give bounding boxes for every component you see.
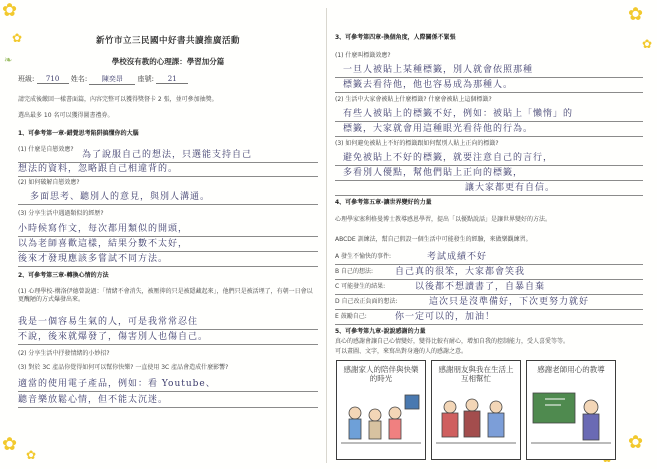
handwritten-answer[interactable]: 避免被貼上不好的標籤，就要注意自己的言行， (343, 153, 554, 163)
handwritten-answer[interactable]: 一旦人被貼上某種標籤，別人就會依照那種 (343, 65, 534, 75)
question-text: (3) 如何避免被貼上不好的標籤跟如何幫別人貼上正向的標籤? (335, 140, 499, 147)
abcde-a-label: A 發生不愉快的事件: (335, 253, 392, 260)
class-field[interactable]: 710 (37, 75, 69, 84)
flower-deco-icon: ✿ (628, 4, 644, 25)
abcde-d-answer[interactable]: 這次只是沒準備好，下次更努力就好 (429, 297, 590, 307)
question-heading: 4、可參考第五章-讓世界變好的力量 (335, 199, 432, 206)
handwritten-answer[interactable]: 讓大家都更有自信。 (465, 183, 556, 193)
question-text: (2) 分享生活中抒發情緒的小妙招? (18, 350, 110, 357)
teacher-drawing (527, 361, 615, 459)
question-text: (1) 什麼叫標籤效應? (335, 52, 391, 59)
answer-line (18, 162, 318, 163)
handwritten-answer[interactable]: 後來才發現應該多嘗試不同方法。 (18, 254, 169, 264)
drawing-panel-friends[interactable] (431, 360, 521, 460)
answer-line (335, 136, 643, 137)
question-text: (2) 如何破解自戀效應? (18, 179, 80, 186)
handwritten-answer[interactable]: 小時候寫作文，每次都用類似的開頭， (18, 224, 189, 234)
abcde-b-answer[interactable]: 自己真的很笨，大家都會笑我 (395, 267, 526, 277)
handwritten-answer[interactable]: 為了說服自己的想法，只選能支持自己 (82, 150, 253, 160)
handwritten-answer[interactable]: 不說，後來就爆發了，傷害別人也傷自己。 (18, 332, 209, 342)
answer-line (335, 324, 643, 325)
family-drawing (337, 361, 425, 459)
flower-deco-icon: ✿ (2, 0, 18, 21)
question-heading: 1、可參考第一章-錯覺思考陷阱搞懂你的大腦 (18, 130, 139, 137)
class-label: 班級: (18, 75, 35, 83)
page-subtitle: 學校沒有教的心理課：學習加分篇 (111, 57, 225, 66)
answer-line (18, 204, 318, 205)
abcde-d-label: D 自己改正負面的想法: (335, 298, 398, 305)
answer-line (335, 121, 643, 122)
answer-line (18, 266, 318, 267)
handwritten-answer[interactable]: 聽音樂放鬆心情，但不能太沉迷。 (18, 395, 169, 405)
question-text: (1) 什麼是自戀效應? (18, 146, 74, 153)
question-text: (3) 分享生活中遇過類似的經歷? (18, 210, 104, 217)
handwritten-answer[interactable]: 多面思考、聽別人的意見，與別人溝通。 (30, 192, 211, 202)
handwritten-answer[interactable]: 有些人被貼上的標籤不好，例如：被貼上「懶惰」的 (343, 109, 574, 119)
question-text: (3) 對於 3C 產品你覺得如何可以幫你快樂? 一直使用 3C 產品會造成什麼影響? (18, 364, 229, 371)
page-title: 新竹市立三民國中好書共讀推廣活動 (95, 36, 240, 46)
abcde-c-answer[interactable]: 以後都不想讀書了，自暴自棄 (415, 282, 546, 292)
drawing-panel-teacher[interactable] (526, 360, 616, 460)
question-heading: 3、可參考第四章-換個角度，人際關係不緊張 (335, 34, 456, 41)
answer-line (18, 236, 318, 237)
drawing-panel-family[interactable] (336, 360, 426, 460)
question-text: 可以畫圖、文字，來寫出對身邊的人的感謝之意。 (335, 348, 468, 355)
abcde-e-answer[interactable]: 你一定可以的，加油！ (395, 312, 496, 322)
instruction-text: 請完成後繳回一樣書面篇，內容完整可以獲得獎督卡 2 張，並可參加抽獎。 (18, 96, 218, 103)
answer-line (335, 294, 643, 295)
answer-line (18, 329, 318, 330)
abcde-b-label: B 自己的想法: (335, 268, 374, 275)
question-heading: 2、可參考第三章-轉換心情的方法 (18, 272, 109, 279)
leaf-deco-icon: ❧ (4, 55, 13, 66)
handwritten-answer[interactable]: 標籤，大家就會用這種眼光看待他的行為。 (343, 124, 534, 134)
handwritten-answer[interactable]: 標籤去看待他，他也容易成為那種人。 (343, 80, 514, 90)
panel-caption: 感謝老師用心的教導 (537, 365, 605, 374)
page-divider (326, 8, 327, 463)
friends-drawing (432, 361, 520, 459)
answer-line (335, 279, 643, 280)
seat-label: 座號: (137, 75, 155, 83)
panel-caption: 感謝家人的陪伴與快樂的時光 (343, 365, 419, 383)
flower-deco-icon: ✿ (26, 448, 37, 462)
flower-deco-icon: ✿ (2, 434, 18, 455)
answer-line (18, 176, 318, 177)
answer-line (335, 77, 643, 78)
question-text: 真心的感謝會讓自己心情變好，變得比較有耐心，增加自我的控制能力，受人喜愛等等。 (335, 338, 570, 345)
answer-line (18, 251, 318, 252)
question-text: 心理學家塞利格曼博士教導感恩學習，提出「以優點說話」是讓世界變好的方法。 (335, 216, 552, 223)
student-info (18, 74, 188, 85)
answer-line (18, 391, 318, 392)
question-heading: 5、可參考第九章-說說感謝的力量 (335, 328, 426, 335)
handwritten-answer[interactable]: 想法的資料，忽略跟自己相違背的。 (18, 164, 179, 174)
left-page (18, 0, 318, 469)
answer-line (335, 180, 643, 181)
question-text: ABCDE 訓練法，幫自己假設一個生活中可能發生的經驗，來做樂觀練習。 (335, 236, 532, 243)
handwritten-answer[interactable]: 我是一個容易生氣的人，可是我常常忍住 (18, 317, 199, 327)
abcde-a-answer[interactable]: 考試成績不好 (427, 252, 488, 262)
handwritten-answer[interactable]: 適當的使用電子產品，例如：看 Youtube、 (18, 379, 216, 389)
abcde-e-label: E 鼓勵自己: (335, 313, 367, 320)
answer-line (335, 264, 643, 265)
answer-line (335, 92, 643, 93)
answer-line (335, 165, 643, 166)
abcde-c-label: C 可能發生的結果: (335, 283, 386, 290)
instruction-text: 選出最多 10 名可以獲得圖書禮券。 (18, 112, 114, 119)
name-field[interactable]: 陳奕昂 (89, 74, 135, 85)
panel-caption: 感謝朋友與我在生活上互相幫忙 (438, 365, 514, 383)
seat-field[interactable]: 21 (156, 75, 188, 84)
answer-line (335, 309, 643, 310)
answer-line (18, 344, 318, 345)
answer-line (335, 195, 643, 196)
flower-deco-icon: ✿ (642, 37, 653, 51)
answer-line (18, 407, 318, 408)
flower-deco-icon: ✿ (628, 432, 644, 453)
question-text: (1) 心理學校-構洛伊德曾說過：「情緒不會消失，被壓抑的只是被隱藏起來」，他們只是被活埋了，有朝一日會以更醜陋的方式爆發出來。 (18, 288, 313, 303)
flower-deco-icon: ✿ (12, 31, 23, 45)
handwritten-answer[interactable]: 以為老師喜歡這樣，結果分數不太好， (18, 239, 189, 249)
question-text: (2) 生活中大家會被貼上什麼標籤? 什麼會被貼上這個標籤? (335, 96, 492, 103)
name-label: 姓名: (70, 75, 88, 83)
handwritten-answer[interactable]: 多看別人優點，幫他們貼上正向的標籤， (343, 168, 524, 178)
